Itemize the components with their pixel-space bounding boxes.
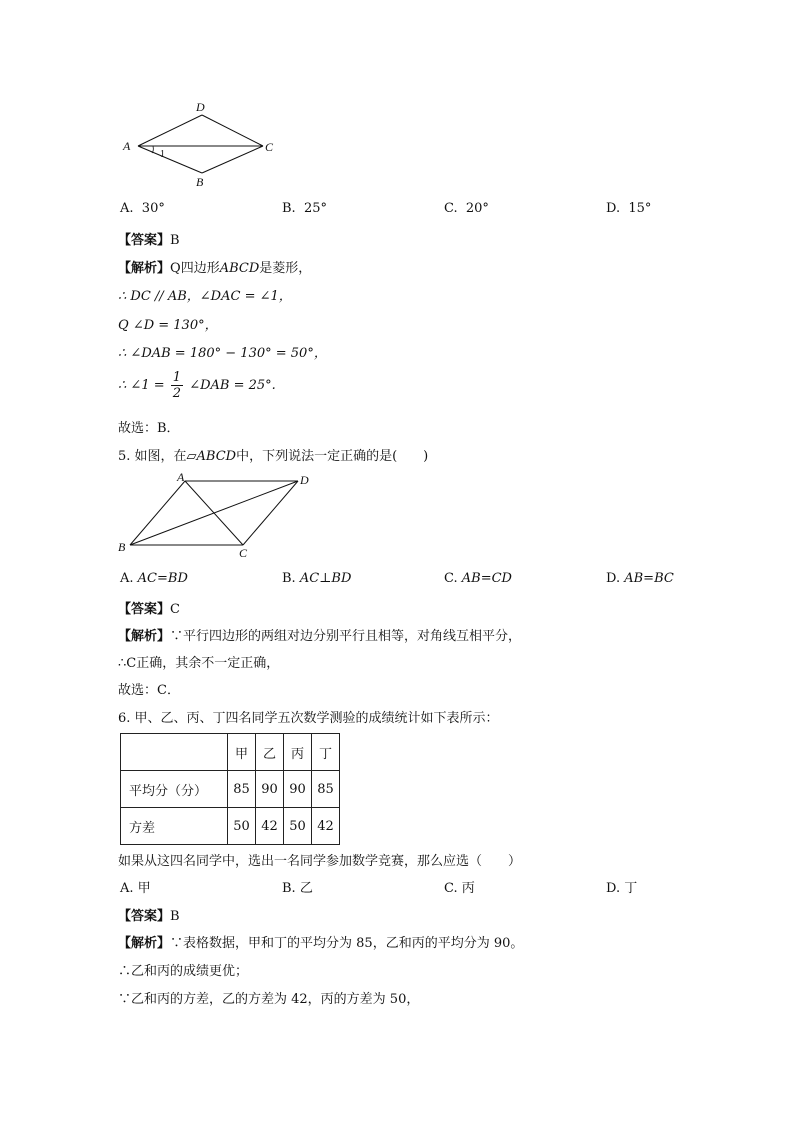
rhombus-side-dc — [202, 115, 263, 146]
table-cell: 85 — [312, 771, 340, 808]
fraction-one-half: $\frac{1}{2}$ — [172, 370, 182, 401]
q4-conclusion: 故选：B． — [118, 421, 180, 436]
q5-option-a: A. AC=BD — [120, 571, 188, 586]
q5-option-d: D. AB=BC — [606, 571, 674, 586]
table-cell: 90 — [256, 771, 284, 808]
answer-tag: 【答案】 — [118, 233, 171, 248]
table-cell: 42 — [312, 808, 340, 845]
label-c: C — [265, 140, 274, 154]
rhombus-side-ad — [138, 115, 202, 146]
table-row — [121, 771, 340, 808]
q5-answer: 【答案】C — [118, 602, 180, 617]
label-d: D — [196, 100, 205, 114]
q4-option-a: A. 30° — [120, 201, 165, 216]
table-header-cell: 丙 — [284, 734, 312, 771]
q4-option-d: D. 15° — [606, 201, 652, 216]
answer-value: B — [170, 233, 180, 248]
q4-option-c: C. 20° — [444, 201, 489, 216]
table-row — [121, 808, 340, 845]
q6-analysis-line-3: ∵乙和丙的方差，乙的方差为 42，丙的方差为 50， — [118, 992, 420, 1007]
para-label-a: A — [177, 470, 185, 484]
score-table — [120, 733, 340, 845]
q5-conclusion: 故选：C． — [118, 683, 180, 698]
q5-analysis: 【解析】∵平行四边形的两组对边分别平行且相等，对角线互相平分， — [118, 629, 522, 644]
q6-option-c: C. 丙 — [444, 881, 475, 896]
label-b: B — [196, 175, 204, 189]
table-cell: 50 — [284, 808, 312, 845]
q4-analysis-line-2: ∴ DC // AB，∠DAC = ∠1， — [118, 289, 292, 304]
rhombus-figure — [118, 96, 288, 192]
parallelogram-figure — [115, 468, 325, 562]
q6-analysis: 【解析】∵表格数据，甲和丁的平均分为 85，乙和丙的平均分为 90。 — [118, 936, 524, 951]
q4-option-b: B. 25° — [282, 201, 327, 216]
table-header-cell: 乙 — [256, 734, 284, 771]
table-row-label: 方差 — [121, 808, 228, 845]
q4-analysis-line-3: Q ∠D = 130°， — [118, 318, 218, 333]
q4-answer — [118, 229, 180, 248]
q6-option-b: B. 乙 — [282, 881, 313, 896]
table-cell — [121, 734, 228, 771]
q5-stem: 5. 如图，在▱ABCD中，下列说法一定正确的是( ) — [118, 449, 429, 464]
table-cell: 85 — [228, 771, 256, 808]
para-label-b: B — [118, 540, 126, 554]
table-cell: 90 — [284, 771, 312, 808]
q4-analysis-line-1: 【解析】Q四边形ABCD是菱形， — [118, 261, 312, 276]
para-side-ba — [130, 481, 185, 545]
para-label-c: C — [239, 546, 248, 560]
table-header-cell: 丁 — [312, 734, 340, 771]
para-side-dc — [243, 481, 298, 545]
table-row-label: 平均分（分） — [121, 771, 228, 808]
table-cell: 42 — [256, 808, 284, 845]
table-header-cell: 甲 — [228, 734, 256, 771]
table-header-row — [121, 734, 340, 771]
q6-option-d: D. 丁 — [606, 881, 638, 896]
q5-option-c: C. AB=CD — [444, 571, 512, 586]
para-label-d: D — [300, 473, 309, 487]
q6-answer: 【答案】B — [118, 909, 180, 924]
q4-analysis-line-4: ∴ ∠DAB = 180° − 130° = 50°， — [118, 346, 327, 361]
q6-stem: 6. 甲、乙、丙、丁四名同学五次数学测验的成绩统计如下表所示： — [118, 711, 499, 726]
q4-analysis-line-5: ∴ ∠1 = $\frac{1}{2}$ ∠DAB = 25°. — [118, 370, 276, 401]
table-cell: 50 — [228, 808, 256, 845]
q6-analysis-line-2: ∴乙和丙的成绩更优； — [118, 964, 249, 979]
para-diagonal-bd — [130, 481, 298, 545]
q5-analysis-line-2: ∴C正确，其余不一定正确， — [118, 656, 280, 671]
q6-question: 如果从这四名同学中，选出一名同学参加数学竞赛，那么应选（ ） — [118, 854, 522, 869]
q6-option-a: A. 甲 — [120, 881, 151, 896]
rhombus-side-ba — [138, 146, 202, 173]
label-a: A — [123, 139, 131, 153]
label-1: 1 — [160, 149, 165, 160]
q5-option-b: B. AC⊥BD — [282, 571, 352, 586]
rhombus-side-cb — [202, 146, 263, 173]
